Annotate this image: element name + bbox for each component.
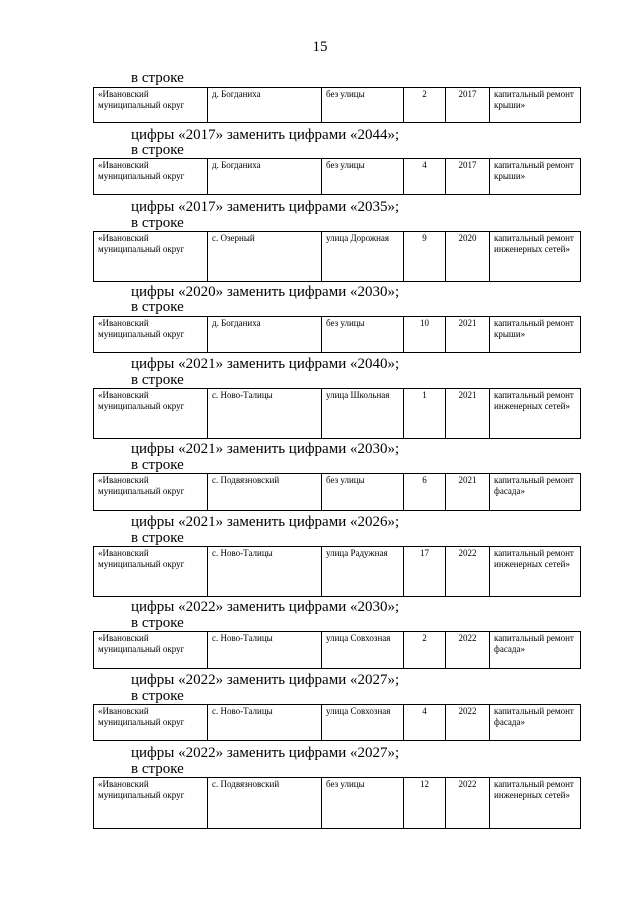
district-cell: «Ивановский муниципальный округ — [94, 778, 208, 829]
district-cell: «Ивановский муниципальный округ — [94, 474, 208, 511]
table-row — [93, 631, 581, 669]
street-cell: улица Дорожная — [322, 232, 404, 282]
year-cell: 2021 — [446, 317, 490, 353]
table-row — [93, 231, 581, 282]
district-cell: «Ивановский муниципальный округ — [94, 389, 208, 439]
street-cell: улица Совхозная — [322, 705, 404, 741]
street-cell: улица Радужная — [322, 547, 404, 597]
replacement-text: цифры «2022» заменить цифрами «2027»; — [131, 745, 400, 761]
in-row-label: в строке — [131, 530, 184, 546]
work-type-cell: капитальный ремонт крыши» — [490, 159, 581, 195]
house-number-cell: 2 — [404, 632, 446, 669]
in-row-label: в строке — [131, 688, 184, 704]
work-type-cell: капитальный ремонт инженерных сетей» — [490, 389, 581, 439]
table-row — [93, 87, 581, 123]
settlement-cell: д. Богданиха — [208, 317, 322, 353]
year-cell: 2020 — [446, 232, 490, 282]
street-cell: улица Совхозная — [322, 632, 404, 669]
street-cell: без улицы — [322, 159, 404, 195]
in-row-label: в строке — [131, 615, 184, 631]
table-row — [93, 158, 581, 195]
work-type-cell: капитальный ремонт инженерных сетей» — [490, 778, 581, 829]
work-type-cell: капитальный ремонт фасада» — [490, 705, 581, 741]
street-cell: без улицы — [322, 88, 404, 123]
replacement-text: цифры «2021» заменить цифрами «2040»; — [131, 356, 400, 372]
work-type-cell: капитальный ремонт инженерных сетей» — [490, 547, 581, 597]
street-cell: без улицы — [322, 778, 404, 829]
table-row — [93, 473, 581, 511]
year-cell: 2022 — [446, 547, 490, 597]
district-cell: «Ивановский муниципальный округ — [94, 317, 208, 353]
in-row-label: в строке — [131, 372, 184, 388]
settlement-cell: д. Богданиха — [208, 159, 322, 195]
work-type-cell: капитальный ремонт фасада» — [490, 632, 581, 669]
replacement-text: цифры «2022» заменить цифрами «2027»; — [131, 672, 400, 688]
table-row — [93, 316, 581, 353]
work-type-cell: капитальный ремонт инженерных сетей» — [490, 232, 581, 282]
year-cell: 2017 — [446, 88, 490, 123]
replacement-text: цифры «2021» заменить цифрами «2030»; — [131, 441, 400, 457]
in-row-label: в строке — [131, 142, 184, 158]
house-number-cell: 9 — [404, 232, 446, 282]
year-cell: 2021 — [446, 474, 490, 511]
settlement-cell: с. Озерный — [208, 232, 322, 282]
house-number-cell: 17 — [404, 547, 446, 597]
district-cell: «Ивановский муниципальный округ — [94, 705, 208, 741]
district-cell: «Ивановский муниципальный округ — [94, 547, 208, 597]
district-cell: «Ивановский муниципальный округ — [94, 88, 208, 123]
house-number-cell: 10 — [404, 317, 446, 353]
settlement-cell: с. Ново-Талицы — [208, 632, 322, 669]
street-cell: без улицы — [322, 317, 404, 353]
table-row — [93, 388, 581, 439]
work-type-cell: капитальный ремонт крыши» — [490, 317, 581, 353]
year-cell: 2022 — [446, 632, 490, 669]
settlement-cell: с. Ново-Талицы — [208, 389, 322, 439]
year-cell: 2022 — [446, 778, 490, 829]
replacement-text: цифры «2017» заменить цифрами «2044»; — [131, 127, 400, 143]
year-cell: 2017 — [446, 159, 490, 195]
replacement-text: цифры «2017» заменить цифрами «2035»; — [131, 199, 400, 215]
table-row — [93, 546, 581, 597]
in-row-label: в строке — [131, 761, 184, 777]
in-row-label: в строке — [131, 215, 184, 231]
table-row — [93, 777, 581, 829]
page-number: 15 — [312, 39, 328, 55]
work-type-cell: капитальный ремонт крыши» — [490, 88, 581, 123]
house-number-cell: 1 — [404, 389, 446, 439]
settlement-cell: д. Богданиха — [208, 88, 322, 123]
district-cell: «Ивановский муниципальный округ — [94, 232, 208, 282]
replacement-text: цифры «2021» заменить цифрами «2026»; — [131, 514, 400, 530]
year-cell: 2021 — [446, 389, 490, 439]
work-type-cell: капитальный ремонт фасада» — [490, 474, 581, 511]
house-number-cell: 4 — [404, 705, 446, 741]
in-row-label: в строке — [131, 299, 184, 315]
street-cell: улица Школьная — [322, 389, 404, 439]
settlement-cell: с. Ново-Талицы — [208, 547, 322, 597]
house-number-cell: 4 — [404, 159, 446, 195]
in-row-label: в строке — [131, 457, 184, 473]
house-number-cell: 12 — [404, 778, 446, 829]
replacement-text: цифры «2020» заменить цифрами «2030»; — [131, 284, 400, 300]
in-row-label: в строке — [131, 70, 184, 86]
table-row — [93, 704, 581, 741]
settlement-cell: с. Ново-Талицы — [208, 705, 322, 741]
house-number-cell: 6 — [404, 474, 446, 511]
replacement-text: цифры «2022» заменить цифрами «2030»; — [131, 599, 400, 615]
house-number-cell: 2 — [404, 88, 446, 123]
street-cell: без улицы — [322, 474, 404, 511]
settlement-cell: с. Подвязновский — [208, 778, 322, 829]
district-cell: «Ивановский муниципальный округ — [94, 632, 208, 669]
year-cell: 2022 — [446, 705, 490, 741]
district-cell: «Ивановский муниципальный округ — [94, 159, 208, 195]
settlement-cell: с. Подвязновский — [208, 474, 322, 511]
